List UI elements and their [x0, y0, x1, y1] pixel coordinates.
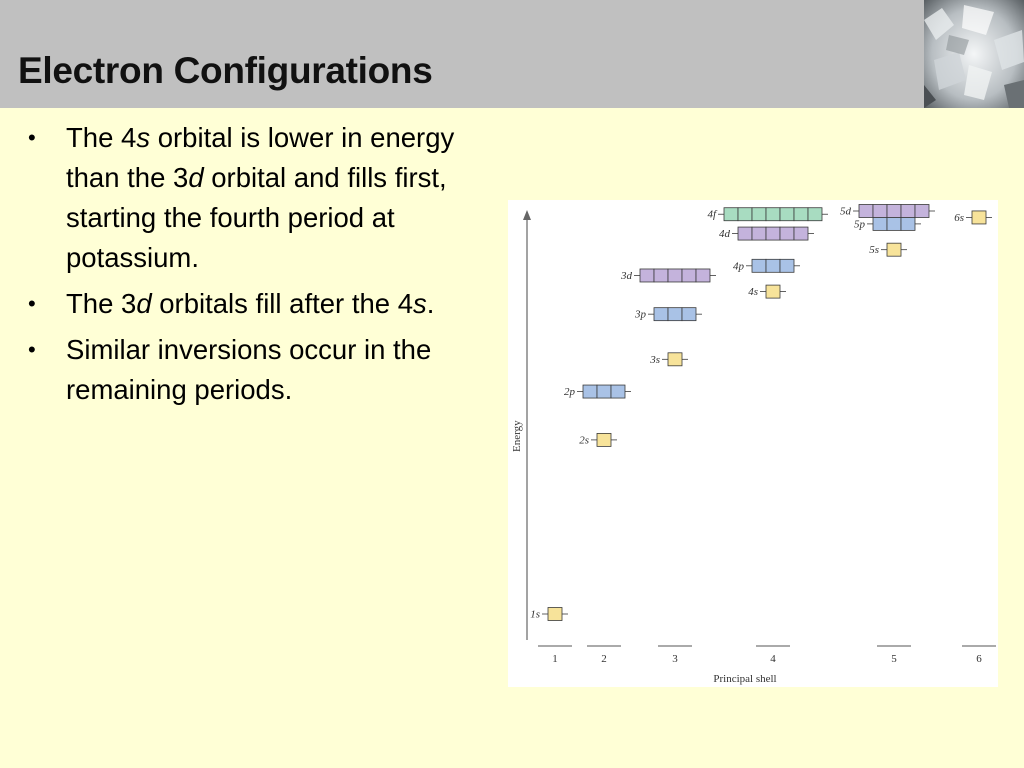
orbital-2s: [579, 433, 617, 446]
orbital-box: [738, 227, 752, 240]
orbital-label: 3p: [635, 308, 646, 321]
orbital-5p: [854, 217, 921, 230]
orbital-box: [752, 259, 766, 272]
bullet-item: • The 3d orbitals fill after the 4s.: [28, 284, 488, 324]
orbital-label: 3d: [621, 269, 632, 282]
orbital-box: [808, 208, 822, 221]
orbital-box: [738, 208, 752, 221]
orbital-box: [611, 385, 625, 398]
orbital-box: [654, 269, 668, 282]
orbital-box: [682, 269, 696, 282]
principal-shell-label: Principal shell: [713, 673, 777, 685]
orbital-label: 6s: [954, 211, 964, 224]
orbital-box: [766, 208, 780, 221]
bullet-icon: •: [28, 125, 36, 150]
title-bar: [0, 0, 924, 108]
orbital-box: [766, 259, 780, 272]
orbital-box: [873, 217, 887, 230]
orbital-box: [752, 227, 766, 240]
orbital-box: [887, 243, 901, 256]
orbital-box: [597, 433, 611, 446]
bullet-icon: •: [28, 337, 36, 362]
orbital-label: 2s: [579, 434, 589, 447]
orbital-box: [766, 227, 780, 240]
orbital-4p: [733, 259, 800, 272]
orbital-box: [901, 205, 915, 218]
orbital-box: [915, 205, 929, 218]
orbital-box: [640, 269, 654, 282]
bullet-list: [28, 118, 488, 416]
orbital-1s: [530, 608, 568, 621]
orbital-5d: [840, 205, 935, 218]
orbital-label: 5p: [854, 218, 865, 231]
orbital-box: [859, 205, 873, 218]
orbital-box: [696, 269, 710, 282]
bullet-item: • Similar inversions occur in the remaining periods.: [28, 330, 488, 410]
orbital-diagram-svg: [508, 200, 998, 687]
shell-number: 3: [672, 653, 678, 665]
orbital-energy-diagram: [508, 200, 998, 687]
orbital-box: [668, 269, 682, 282]
orbital-3d: [620, 269, 716, 282]
bullet-item: • The 4s orbital is lower in energy than the 3d orbital and fills first, starting the fourth period at potassium.: [28, 118, 488, 278]
orbital-box: [597, 385, 611, 398]
orbital-4d: [719, 227, 814, 240]
orbital-box: [766, 285, 780, 298]
orbital-box: [887, 217, 901, 230]
energy-axis-label: Energy: [511, 420, 523, 452]
shell-number: 4: [770, 653, 776, 665]
energy-axis-arrow: [523, 210, 531, 220]
orbital-label: 4s: [748, 286, 758, 299]
orbital-label: 4d: [719, 228, 730, 241]
orbital-box: [972, 211, 986, 224]
orbital-label: 1s: [530, 608, 540, 621]
orbital-3s: [649, 353, 688, 366]
orbital-box: [901, 217, 915, 230]
orbital-4s: [748, 285, 786, 298]
orbital-box: [548, 608, 562, 621]
orbital-label: 5s: [869, 244, 879, 257]
orbital-box: [654, 308, 668, 321]
orbital-5s: [869, 243, 907, 256]
orbital-label: 2p: [564, 386, 575, 399]
orbital-label: 3s: [650, 353, 660, 366]
orbital-4f: [707, 208, 828, 221]
orbital-box: [583, 385, 597, 398]
orbital-2p: [564, 385, 631, 398]
orbital-box: [724, 208, 738, 221]
slide-title: Electron Configurations: [18, 50, 433, 91]
orbital-label: 4f: [707, 208, 716, 221]
orbital-box: [887, 205, 901, 218]
orbital-box: [668, 308, 682, 321]
orbital-box: [794, 227, 808, 240]
orbital-label: 5d: [840, 205, 851, 218]
bullet-icon: •: [28, 291, 36, 316]
orbital-box: [752, 208, 766, 221]
shell-number: 6: [976, 653, 982, 665]
orbital-6s: [954, 211, 992, 224]
shell-number: 5: [891, 653, 897, 665]
orbital-box: [794, 208, 808, 221]
shell-number: 1: [552, 653, 558, 665]
orbital-3p: [634, 308, 702, 321]
orbital-box: [668, 353, 682, 366]
orbital-box: [780, 208, 794, 221]
shell-number: 2: [601, 653, 607, 665]
orbital-box: [780, 227, 794, 240]
orbital-box: [682, 308, 696, 321]
orbital-box: [873, 205, 887, 218]
orbital-label: 4p: [733, 260, 744, 273]
ice-texture-image: [924, 0, 1024, 108]
orbital-box: [780, 259, 794, 272]
